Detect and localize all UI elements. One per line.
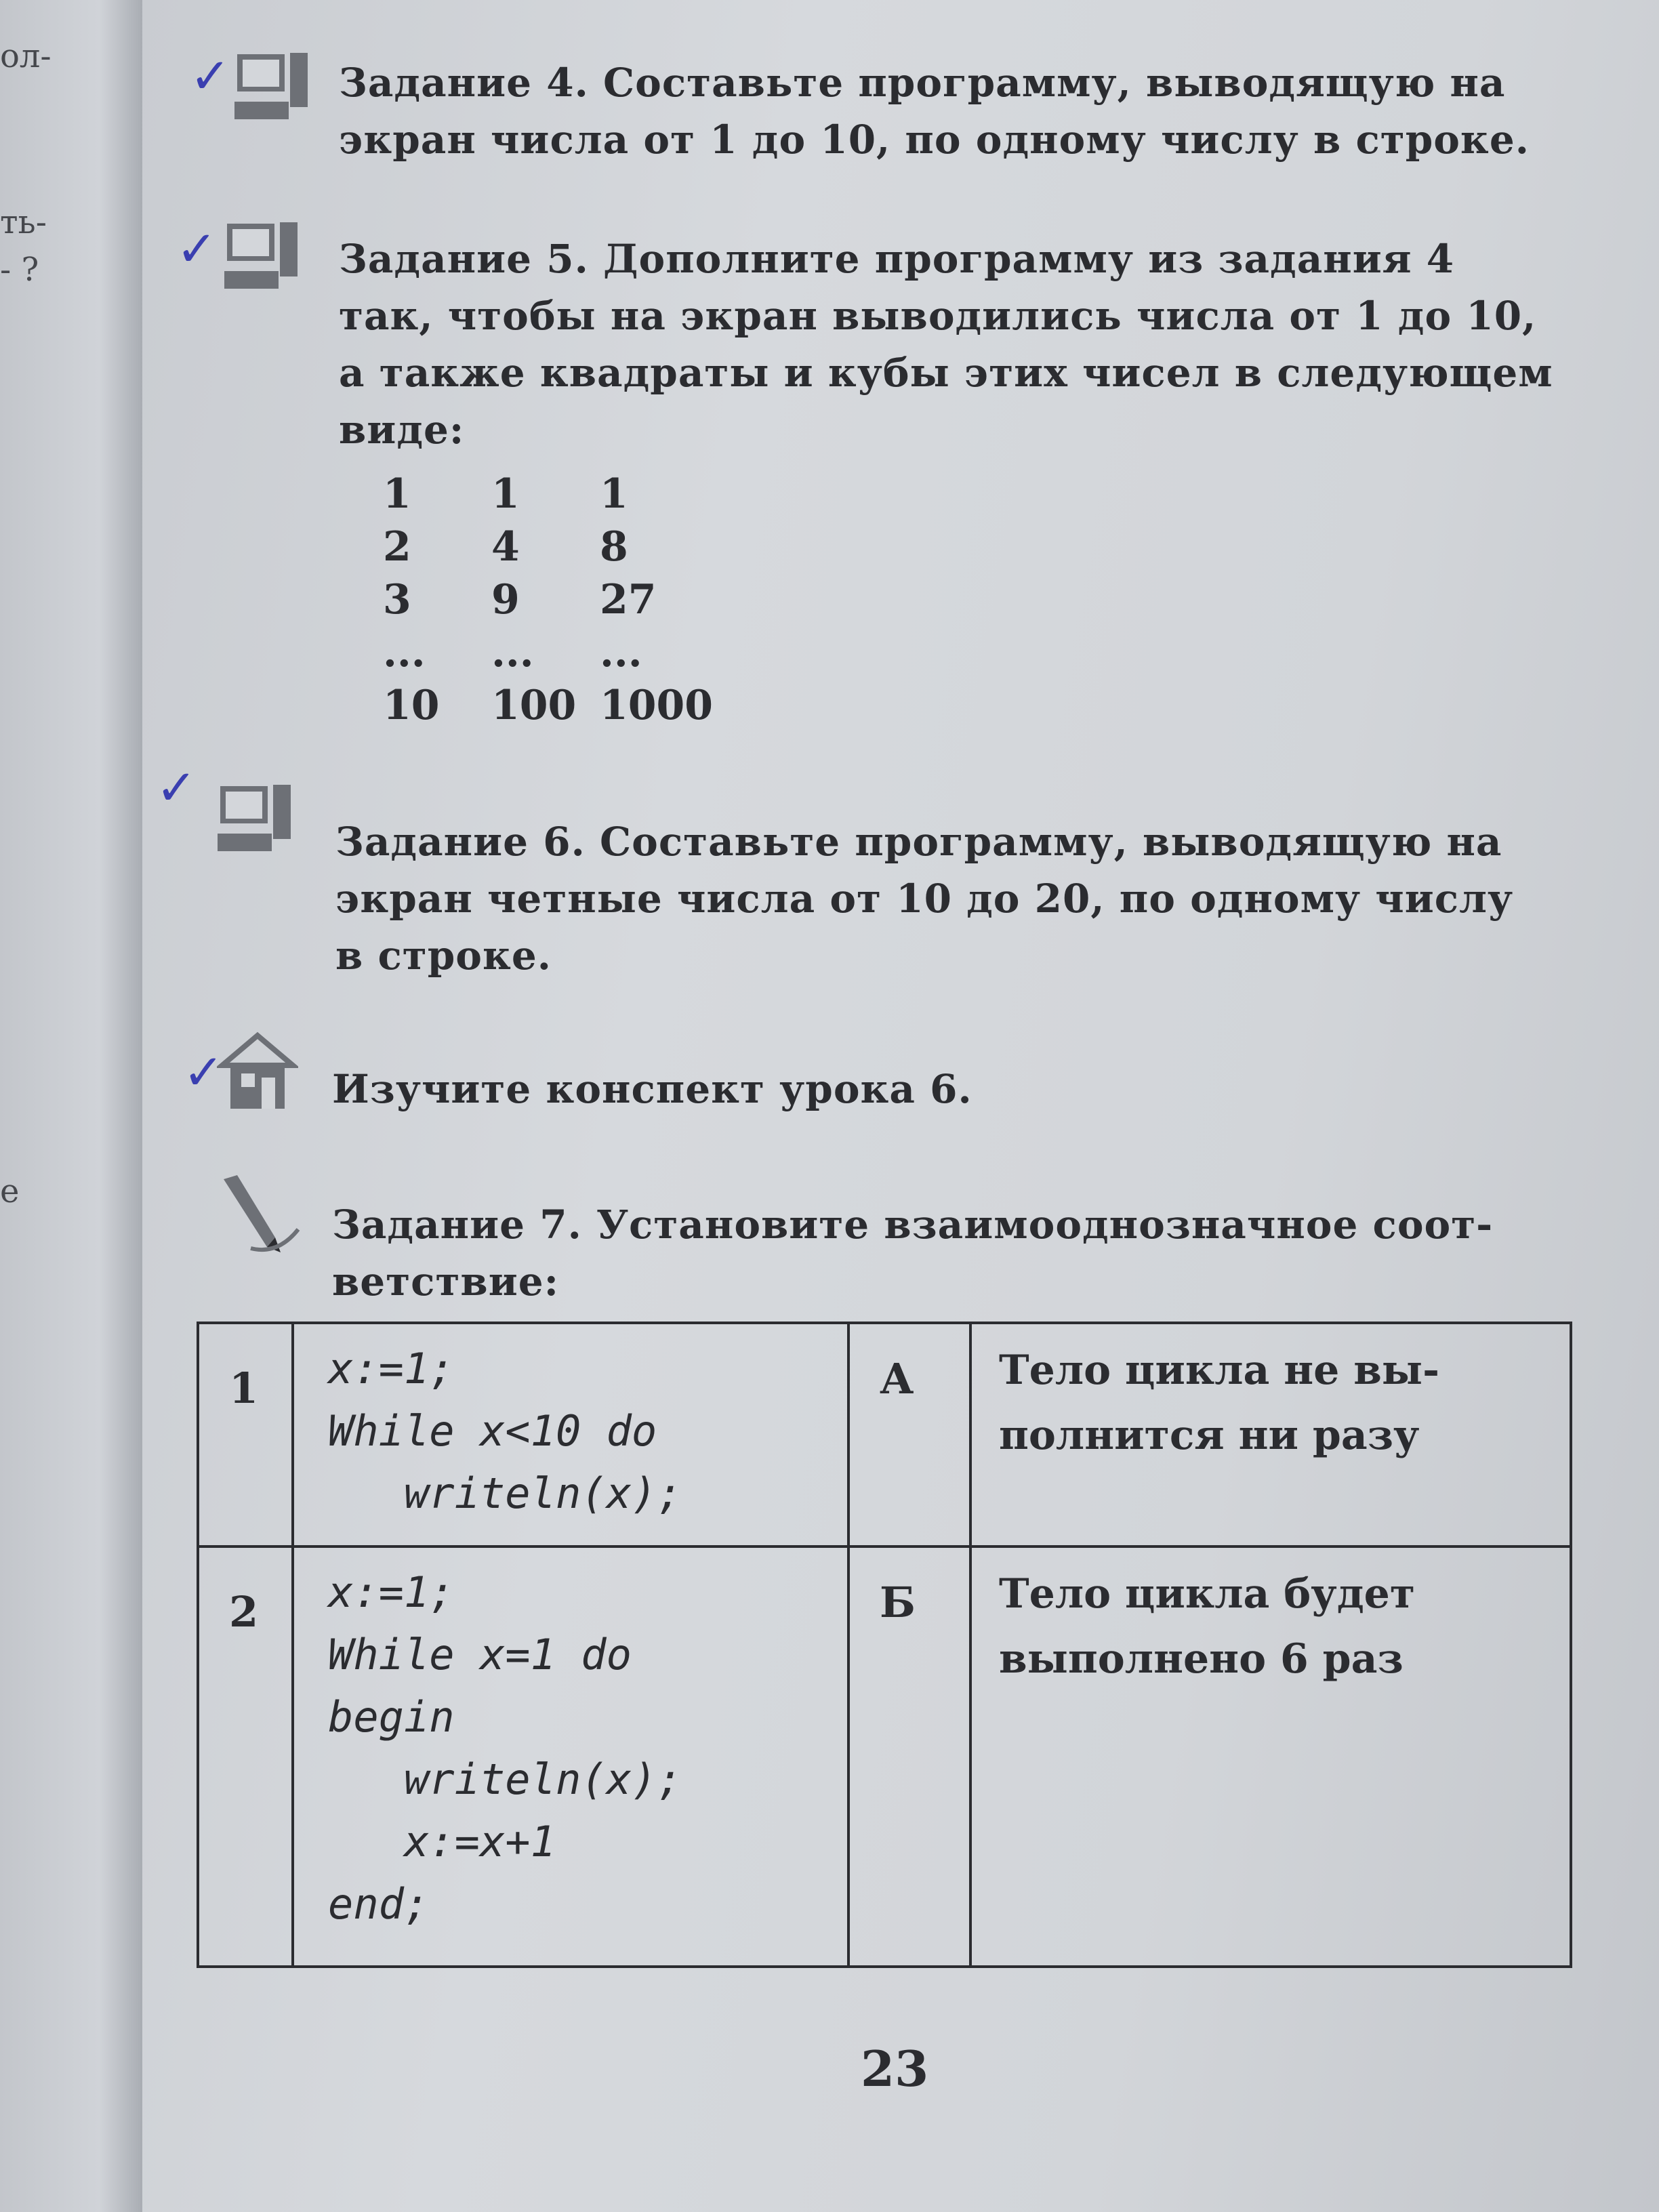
checkmark-icon: ✓ (176, 220, 218, 277)
numbers-table (383, 468, 713, 732)
computer-icon (230, 47, 319, 136)
table-row (198, 1323, 1571, 1547)
task-7-text: Установите взаимооднозначное соот- (596, 1202, 1494, 1248)
checkmark-icon: ✓ (183, 1044, 224, 1101)
number-cell: 100 (491, 682, 577, 729)
number-cell: ... (383, 629, 426, 676)
left-page-fragment: ть- (0, 203, 47, 241)
task-7-text: ветствие: (332, 1258, 560, 1305)
task-6-text: Составьте программу, выводящую на (599, 819, 1502, 865)
number-cell: ... (491, 629, 534, 676)
code-cell: x:=1; While x<10 do writeln(x); (293, 1323, 848, 1547)
task-7 (332, 1196, 1493, 1310)
row-number: 2 (198, 1547, 293, 1967)
task-5-text: так, чтобы на экран выводились числа от 1 до 10, (339, 293, 1537, 339)
checkmark-icon: ✓ (190, 47, 231, 104)
row-number: 1 (198, 1323, 293, 1547)
number-cell: 8 (600, 523, 628, 571)
task-4-text: Составьте программу, выводящую на (602, 60, 1506, 106)
task-6-text: в строке. (335, 933, 552, 979)
code-cell: x:=1; While x=1 do begin writeln(x); x:=x+1 end; (293, 1547, 848, 1967)
number-cell: 10 (383, 682, 440, 729)
numbers-row (383, 573, 713, 626)
homework (332, 1061, 972, 1118)
task-5-label: Задание 5. (339, 236, 589, 282)
task-5-text: Дополните программу из задания 4 (602, 236, 1455, 282)
number-cell: 2 (383, 523, 411, 571)
pencil-icon (210, 1172, 305, 1261)
numbers-row (383, 626, 713, 679)
number-cell: 3 (383, 576, 411, 623)
numbers-row (383, 468, 713, 520)
page-number: 23 (861, 2040, 929, 2097)
checkmark-icon: ✓ (156, 759, 197, 816)
task-4-text: экран числа от 1 до 10, по одному числу в строке. (339, 117, 1530, 163)
task-5-text: а также квадраты и кубы этих чисел в следующем (339, 350, 1553, 396)
task-6 (335, 813, 1513, 984)
task-5 (339, 230, 1553, 458)
number-cell: ... (600, 629, 642, 676)
number-cell: 1 (491, 470, 520, 518)
matching-table (197, 1322, 1572, 1968)
task-7-label: Задание 7. (332, 1202, 582, 1248)
description-cell: Тело цикла будет выполнено 6 раз (970, 1547, 1571, 1967)
homework-text: Изучите конспект урока 6. (332, 1066, 972, 1112)
computer-icon (213, 779, 302, 867)
task-6-label: Задание 6. (335, 819, 586, 865)
house-icon (217, 1030, 298, 1118)
description-cell: Тело цикла не вы- полнится ни разу (970, 1323, 1571, 1547)
numbers-row (383, 520, 713, 573)
left-page-fragment: - ? (0, 251, 39, 289)
table-row (198, 1547, 1571, 1967)
number-cell: 1000 (600, 682, 713, 729)
number-cell: 1 (600, 470, 628, 518)
numbers-row (383, 679, 713, 732)
row-letter: А (848, 1323, 970, 1547)
task-5-text: виде: (339, 407, 465, 453)
number-cell: 27 (600, 576, 657, 623)
left-page-fragment: ол- (0, 37, 52, 75)
task-4 (339, 54, 1530, 168)
row-letter: Б (848, 1547, 970, 1967)
textbook-page (142, 0, 1659, 2212)
task-4-label: Задание 4. (339, 60, 589, 106)
task-6-text: экран четные числа от 10 до 20, по одному числу (335, 876, 1514, 922)
number-cell: 9 (491, 576, 520, 623)
computer-icon (220, 217, 308, 305)
left-page-fragment: е (0, 1172, 20, 1210)
left-page-edge (0, 0, 142, 2212)
number-cell: 1 (383, 470, 411, 518)
number-cell: 4 (491, 523, 520, 571)
